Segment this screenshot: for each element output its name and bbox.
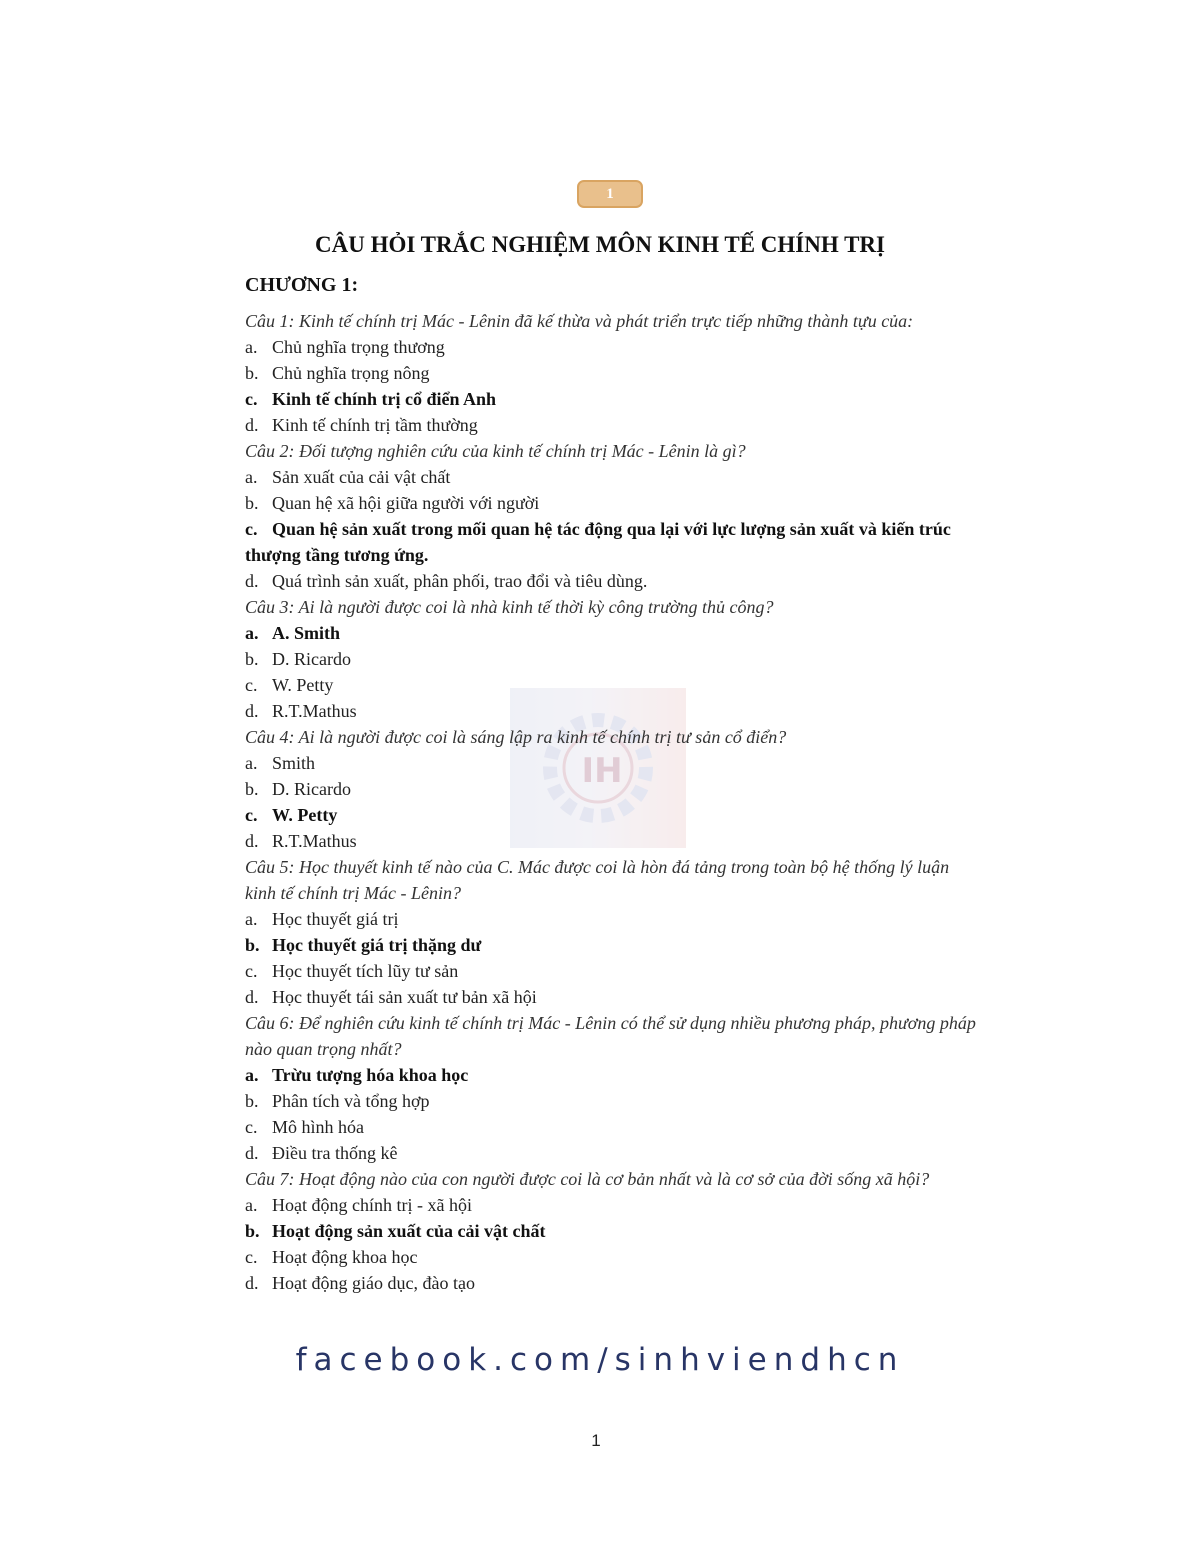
question-text: Câu 7: Hoạt động nào của con người được coi là cơ bản nhất và là cơ sở của đời sống xã hội?	[245, 1169, 930, 1189]
option-text: W. Petty	[272, 805, 338, 825]
answer-option	[245, 750, 980, 776]
option-letter: d.	[245, 987, 259, 1007]
answer-option	[245, 1140, 980, 1166]
option-letter: a.	[245, 1065, 259, 1085]
answer-option	[245, 1088, 980, 1114]
option-text: D. Ricardo	[272, 779, 351, 799]
question-block	[245, 308, 980, 438]
option-letter: d.	[245, 415, 259, 435]
question-text: Câu 2: Đối tượng nghiên cứu của kinh tế chính trị Mác - Lênin là gì?	[245, 441, 746, 461]
option-letter: d.	[245, 701, 259, 721]
question-text: Câu 6: Để nghiên cứu kinh tế chính trị Mác - Lênin có thể sử dụng nhiều phương pháp, phương pháp nào quan trọng nhất?	[245, 1013, 976, 1059]
answer-option-correct	[245, 932, 980, 958]
page-number: 1	[591, 1431, 601, 1450]
option-text: Hoạt động sản xuất của cải vật chất	[272, 1221, 546, 1241]
page-number-badge: 1	[577, 180, 643, 208]
option-letter: c.	[245, 961, 258, 981]
answer-option	[245, 828, 980, 854]
option-letter: c.	[245, 1117, 258, 1137]
option-letter: c.	[245, 675, 258, 695]
option-text: Hoạt động giáo dục, đào tạo	[272, 1273, 475, 1293]
question-block	[245, 724, 980, 854]
option-text: Điều tra thống kê	[272, 1143, 398, 1163]
answer-option	[245, 958, 980, 984]
answer-option	[245, 1192, 980, 1218]
option-letter: d.	[245, 1143, 259, 1163]
facebook-link[interactable]: facebook.com/sinhviendhcn	[295, 1342, 905, 1378]
quiz-list	[245, 308, 980, 1296]
option-text: Học thuyết tích lũy tư sản	[272, 961, 459, 981]
answer-option-correct	[245, 516, 980, 568]
option-letter: a.	[245, 623, 259, 643]
answer-option	[245, 984, 980, 1010]
option-letter: c.	[245, 389, 258, 409]
option-text: R.T.Mathus	[272, 831, 357, 851]
option-text: W. Petty	[272, 675, 334, 695]
option-letter: b.	[245, 935, 260, 955]
answer-option	[245, 906, 980, 932]
chapter-heading: CHƯƠNG 1:	[245, 274, 359, 296]
answer-option	[245, 490, 980, 516]
question-block	[245, 1166, 980, 1296]
option-letter: b.	[245, 363, 259, 383]
option-text: Chủ nghĩa trọng thương	[272, 337, 445, 357]
question-text: Câu 5: Học thuyết kinh tế nào của C. Mác được coi là hòn đá tảng trong toàn bộ hệ thống lý luận kinh tế chính trị Mác - Lênin?	[245, 857, 950, 903]
answer-option-correct	[245, 620, 980, 646]
answer-option-correct	[245, 386, 980, 412]
answer-option	[245, 1270, 980, 1296]
option-text: Quá trình sản xuất, phân phối, trao đổi và tiêu dùng.	[272, 571, 648, 591]
option-text: Học thuyết giá trị	[272, 909, 399, 929]
answer-option	[245, 646, 980, 672]
answer-option	[245, 568, 980, 594]
answer-option	[245, 464, 980, 490]
option-letter: d.	[245, 1273, 259, 1293]
question-block	[245, 1010, 980, 1166]
watermark-text: IH	[581, 751, 623, 791]
option-letter: a.	[245, 753, 258, 773]
option-text: Hoạt động khoa học	[272, 1247, 418, 1267]
option-text: Kinh tế chính trị cổ điển Anh	[272, 389, 497, 409]
option-letter: a.	[245, 467, 258, 487]
answer-option	[245, 776, 980, 802]
answer-option	[245, 1244, 980, 1270]
option-letter: b.	[245, 649, 259, 669]
option-letter: a.	[245, 909, 258, 929]
answer-option	[245, 412, 980, 438]
option-letter: d.	[245, 571, 259, 591]
option-letter: c.	[245, 519, 258, 539]
option-text: Smith	[272, 753, 316, 773]
option-letter: a.	[245, 337, 258, 357]
option-letter: c.	[245, 805, 258, 825]
answer-option	[245, 672, 980, 698]
question-text: Câu 3: Ai là người được coi là nhà kinh tế thời kỳ công trường thủ công?	[245, 597, 774, 617]
option-text: A. Smith	[272, 623, 341, 643]
option-text: Quan hệ xã hội giữa người với người	[272, 493, 540, 513]
answer-option-correct	[245, 1218, 980, 1244]
question-block	[245, 854, 980, 1010]
answer-option	[245, 334, 980, 360]
option-text: Mô hình hóa	[272, 1117, 364, 1137]
option-letter: b.	[245, 1091, 259, 1111]
option-letter: d.	[245, 831, 259, 851]
document-title: CÂU HỎI TRẮC NGHIỆM MÔN KINH TẾ CHÍNH TRỊ	[315, 232, 885, 257]
answer-option	[245, 698, 980, 724]
question-block	[245, 594, 980, 724]
answer-option	[245, 360, 980, 386]
option-text: D. Ricardo	[272, 649, 351, 669]
option-text: Phân tích và tổng hợp	[272, 1091, 430, 1111]
question-text: Câu 4: Ai là người được coi là sáng lập ra kinh tế chính trị tư sản cổ điển?	[245, 727, 787, 747]
option-text: Trừu tượng hóa khoa học	[272, 1065, 469, 1085]
option-text: Chủ nghĩa trọng nông	[272, 363, 430, 383]
option-letter: b.	[245, 1221, 260, 1241]
question-text: Câu 1: Kinh tế chính trị Mác - Lênin đã kế thừa và phát triển trực tiếp những thành tựu của:	[245, 311, 914, 331]
answer-option-correct	[245, 802, 980, 828]
answer-option	[245, 1114, 980, 1140]
option-text: Sản xuất của cải vật chất	[272, 467, 451, 487]
option-text: Kinh tế chính trị tầm thường	[272, 415, 478, 435]
option-letter: a.	[245, 1195, 258, 1215]
option-text: Học thuyết tái sản xuất tư bản xã hội	[272, 987, 537, 1007]
option-text: R.T.Mathus	[272, 701, 357, 721]
option-text: Hoạt động chính trị - xã hội	[272, 1195, 472, 1215]
answer-option-correct	[245, 1062, 980, 1088]
question-block	[245, 438, 980, 594]
option-text: Học thuyết giá trị thặng dư	[272, 935, 482, 955]
option-letter: c.	[245, 1247, 258, 1267]
option-letter: b.	[245, 493, 259, 513]
option-text: Quan hệ sản xuất trong mối quan hệ tác động qua lại với lực lượng sản xuất và kiến trúc thượng tầng tương ứng.	[245, 519, 951, 565]
option-letter: b.	[245, 779, 259, 799]
